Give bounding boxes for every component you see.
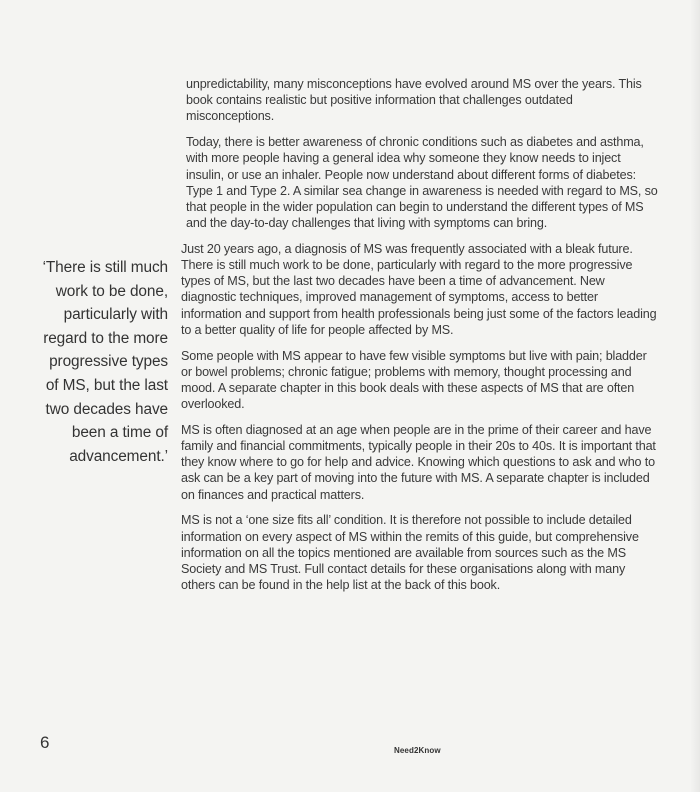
paragraph-history: Just 20 years ago, a diagnosis of MS was frequently associated with a bleak future. There is still much work to be done, particularly with regard to the more progressive types of MS, but the last two decades have been a time of advancement. New diagnostic techniques, improved management of symptoms, access to better information and support from health professionals being just some of the factors leading to a better quality of life for people affected by MS. [181,241,657,337]
paragraph-diagnosis-age: MS is often diagnosed at an age when people are in the prime of their career and have family and financial commitments, typically people in their 20s to 40s. It is important that they know where to go for help and advice. Knowing which questions to ask and who to ask can be a key part of moving into the future with MS. A separate chapter is included on finances and practical matters. [181,422,656,502]
pull-quote: ‘There is still much work to be done, particularly with regard to the more progressive types of MS, but the last two decades have been a time of advancement.’ [42,259,168,465]
page-edge-shadow [690,0,700,792]
paragraph-symptoms: Some people with MS appear to have few visible symptoms but live with pain; bladder or bowel problems; chronic fatigue; problems with memory, thought processing and mood. A separate chapter in this book deals with these aspects of MS that are often overlooked. [181,348,647,412]
paragraph-continuation: unpredictability, many misconceptions have evolved around MS over the years. This book contains realistic but positive information that challenges outdated misconceptions. [186,77,642,124]
page-number: 6 [40,733,50,752]
paragraph-awareness: Today, there is better awareness of chronic conditions such as diabetes and asthma, with more people having a general idea why someone they know needs to inject insulin, or use an inhaler. People now understand about different forms of diabetes: Type 1 and Type 2. A similar sea change in awareness is needed with regard to MS, so that people in the wider population can begin to understand the different types of MS and the day-to-day challenges that living with symptoms can bring. [186,135,658,231]
body-text [181,76,659,603]
footer-brand: Need2Know [394,746,441,755]
paragraph-one-size: MS is not a ‘one size fits all’ condition. It is therefore not possible to include detailed information on every aspect of MS within the remits of this guide, but comprehensive information on all the topics mentioned are available from sources such as the MS Society and MS Trust. Full contact details for these organisations along with many others can be found in the help list at the back of this book. [181,513,639,593]
